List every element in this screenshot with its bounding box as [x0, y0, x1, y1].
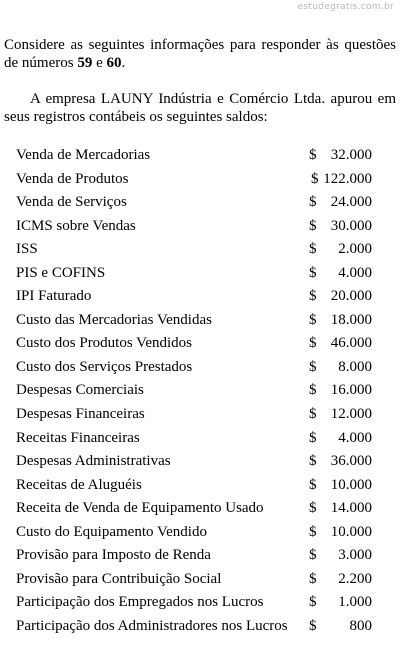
intro-text-after: . [121, 55, 126, 71]
account-name: Venda de Serviços [16, 194, 127, 211]
balance-row [16, 262, 372, 286]
currency-symbol: $ [309, 358, 317, 375]
account-name: Participação dos Administradores nos Lucros [16, 617, 288, 634]
account-value: 122.000 [323, 170, 372, 187]
question-number-59: 59 [77, 55, 93, 71]
account-name: Despesas Financeiras [16, 406, 145, 423]
account-value: 800 [349, 617, 372, 634]
currency-symbol: $ [309, 217, 317, 234]
account-name: Custo dos Serviços Prestados [16, 358, 193, 375]
currency-symbol: $ [309, 453, 317, 470]
account-value: 1.000 [338, 594, 372, 611]
currency-symbol: $ [309, 476, 317, 493]
account-value: 46.000 [330, 335, 372, 352]
balance-row [16, 379, 372, 403]
account-value: 30.000 [330, 217, 372, 234]
account-value: 3.000 [338, 547, 372, 564]
balance-row [16, 215, 372, 239]
intro-text-middle: e [92, 55, 107, 71]
balance-row [16, 285, 372, 309]
account-value: 36.000 [330, 453, 372, 470]
balance-row [16, 332, 372, 356]
account-value: 14.000 [330, 500, 372, 517]
account-name: Custo das Mercadorias Vendidas [16, 311, 212, 328]
account-name: Provisão para Imposto de Renda [16, 547, 211, 564]
account-name: Receita de Venda de Equipamento Usado [16, 500, 264, 517]
currency-symbol: $ [309, 382, 317, 399]
currency-symbol: $ [309, 241, 317, 258]
balance-row [16, 168, 372, 192]
account-name: Receitas de Aluguéis [16, 476, 142, 493]
account-value: 12.000 [330, 406, 372, 423]
currency-symbol: $ [311, 170, 319, 187]
balance-row [16, 521, 372, 545]
account-name: Receitas Financeiras [16, 429, 140, 446]
currency-symbol: $ [309, 406, 317, 423]
currency-symbol: $ [309, 311, 317, 328]
balances-list [16, 144, 372, 638]
intro-text-before: Considere as seguintes informações para responder às questões de números [4, 37, 396, 71]
account-name: IPI Faturado [16, 288, 92, 305]
currency-symbol: $ [309, 194, 317, 211]
account-value: 20.000 [330, 288, 372, 305]
account-value: 18.000 [330, 311, 372, 328]
account-value: 4.000 [338, 429, 372, 446]
currency-symbol: $ [309, 570, 317, 587]
account-value: 10.000 [330, 523, 372, 540]
balance-row [16, 615, 372, 639]
balance-row [16, 450, 372, 474]
balance-row [16, 403, 372, 427]
balance-row [16, 427, 372, 451]
account-value: 4.000 [338, 264, 372, 281]
account-value: 8.000 [338, 358, 372, 375]
currency-symbol: $ [309, 594, 317, 611]
account-value: 2.000 [338, 241, 372, 258]
account-name: Custo dos Produtos Vendidos [16, 335, 193, 352]
account-name: Participação dos Empregados nos Lucros [16, 594, 264, 611]
account-value: 24.000 [330, 194, 372, 211]
balance-row [16, 309, 372, 333]
account-name: ISS [16, 241, 38, 258]
balance-row [16, 544, 372, 568]
balance-row [16, 238, 372, 262]
balance-row [16, 356, 372, 380]
balance-row [16, 568, 372, 592]
currency-symbol: $ [309, 288, 317, 305]
account-name: Venda de Produtos [16, 170, 129, 187]
balance-row [16, 191, 372, 215]
account-name: Despesas Comerciais [16, 382, 144, 399]
question-number-60: 60 [106, 55, 122, 71]
balance-row [16, 591, 372, 615]
currency-symbol: $ [309, 617, 317, 634]
company-statement: A empresa LAUNY Indústria e Comércio Ltda. apurou em seus registros contábeis os seguintes saldos: [4, 91, 396, 125]
currency-symbol: $ [309, 500, 317, 517]
account-name: Despesas Administrativas [16, 453, 171, 470]
account-name: Venda de Mercadorias [16, 147, 151, 163]
account-name: Provisão para Contribuição Social [16, 570, 222, 587]
currency-symbol: $ [309, 147, 317, 163]
question-intro [4, 36, 396, 72]
account-name: ICMS sobre Vendas [16, 217, 136, 234]
account-value: 32.000 [330, 147, 372, 163]
account-name: Custo do Equipamento Vendido [16, 523, 207, 540]
account-value: 16.000 [330, 382, 372, 399]
currency-symbol: $ [309, 264, 317, 281]
account-name: PIS e COFINS [16, 264, 106, 281]
account-value: 10.000 [330, 476, 372, 493]
balance-row [16, 144, 372, 168]
currency-symbol: $ [309, 335, 317, 352]
watermark: estudegratis.com.br [297, 2, 394, 12]
currency-symbol: $ [309, 523, 317, 540]
currency-symbol: $ [309, 429, 317, 446]
balance-row [16, 474, 372, 498]
account-value: 2.200 [338, 570, 372, 587]
balance-row [16, 497, 372, 521]
currency-symbol: $ [309, 547, 317, 564]
